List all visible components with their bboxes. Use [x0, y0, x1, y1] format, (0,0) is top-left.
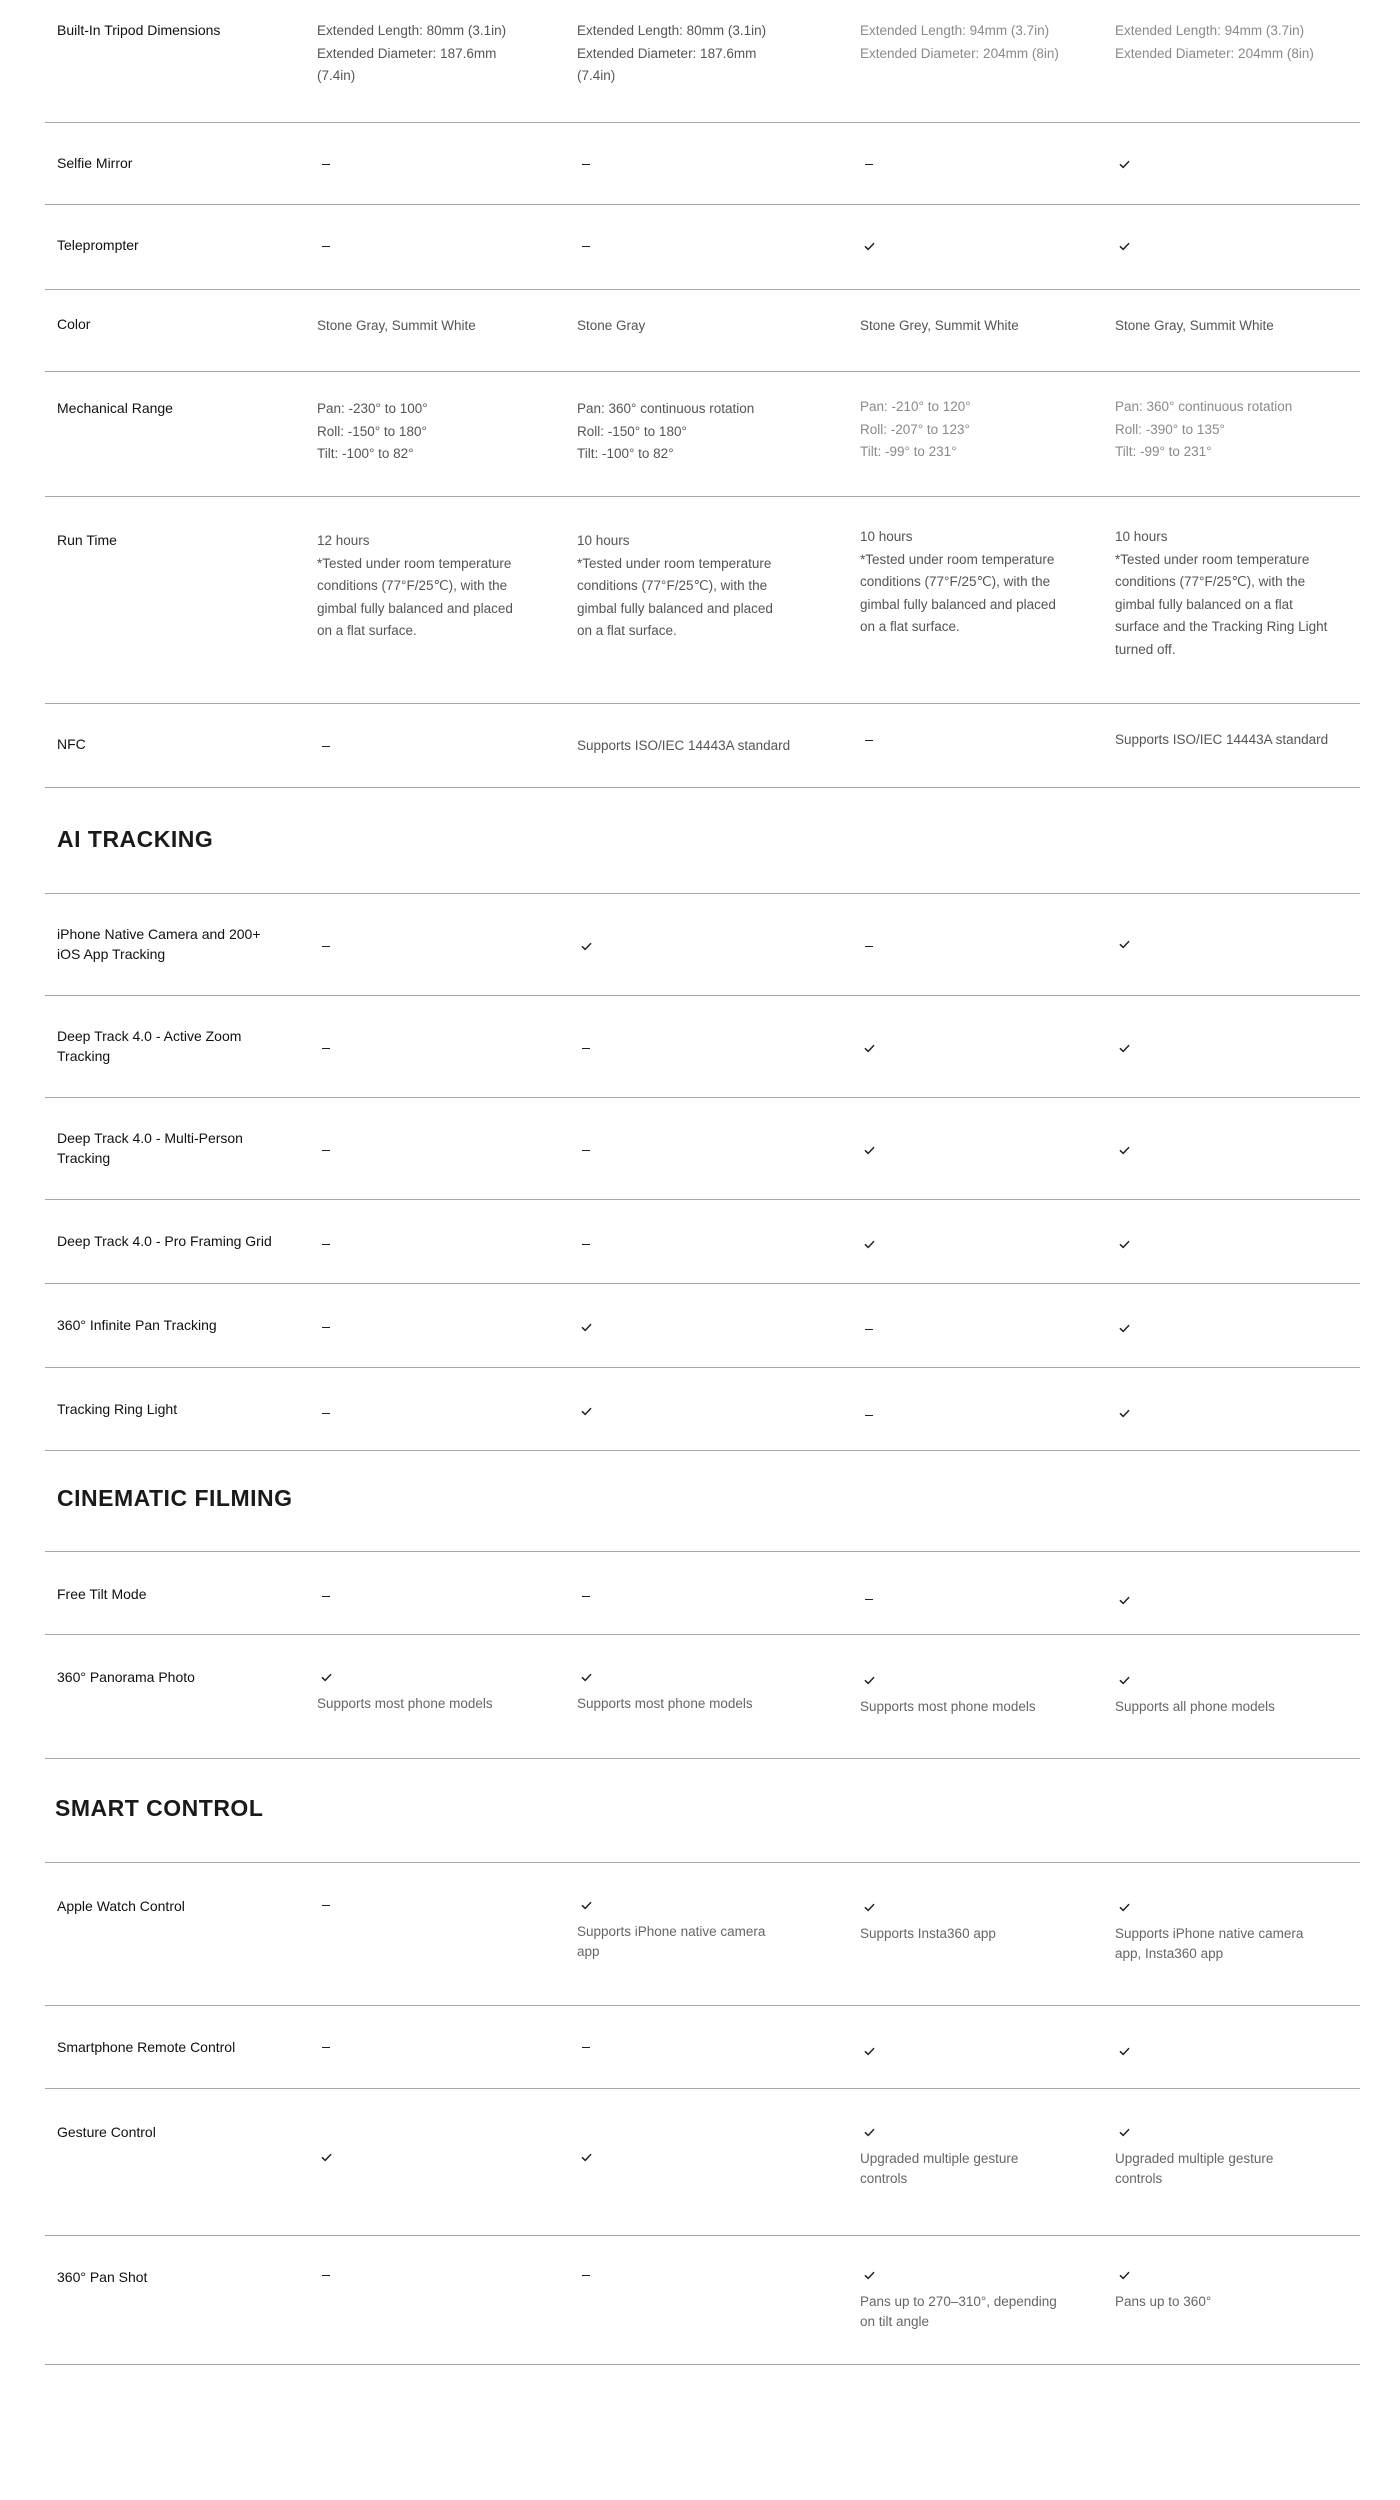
row-label: Color: [57, 316, 91, 332]
row-label: Smartphone Remote Control: [57, 2039, 236, 2055]
cell-model-3: Extended Length: 94mm (3.7in) Extended Diameter: 204mm (8in): [860, 23, 1059, 61]
spec-row: [45, 2006, 1360, 2089]
check-mark: [1115, 235, 1340, 257]
dash-mark: [860, 729, 1085, 751]
cell-note: Supports most phone models: [317, 1696, 493, 1711]
checkmark-icon: [864, 1675, 875, 1686]
spec-row: [45, 1200, 1360, 1284]
comparison-table: [45, 0, 1360, 2365]
checkmark-icon: [864, 2127, 875, 2138]
check-mark: [860, 2121, 1085, 2143]
row-label: Gesture Control: [57, 2124, 156, 2140]
dash-icon: [582, 1596, 590, 1597]
dash-icon: [865, 1599, 873, 1600]
cell-model-3: [860, 1139, 1085, 1167]
row-label: Deep Track 4.0 - Multi-Person Tracking: [57, 1130, 243, 1166]
row-label: Selfie Mirror: [57, 155, 133, 171]
cell-model-3: [860, 1318, 1085, 1346]
check-mark: [1115, 2264, 1340, 2286]
check-mark: [1115, 153, 1340, 175]
check-mark: [577, 2146, 802, 2168]
cell-model-2: Extended Length: 80mm (3.1in) Extended Diameter: 187.6mm (7.4in): [577, 23, 767, 83]
check-mark: [860, 1139, 1085, 1161]
cell-model-4: [1115, 1402, 1340, 1430]
checkmark-icon: [1119, 1595, 1130, 1606]
spec-row: [45, 996, 1360, 1098]
check-mark: [1115, 1037, 1340, 1059]
cell-model-4: [1115, 2040, 1340, 2068]
cell-model-1: [317, 935, 542, 963]
dash-icon: [322, 946, 330, 947]
cell-note: Pans up to 270–310°, depending on tilt angle: [860, 2294, 1057, 2329]
cell-model-3: [860, 2040, 1085, 2068]
cell-note: Pans up to 360°: [1115, 2294, 1212, 2309]
dash-mark: [317, 1894, 542, 1916]
cell-model-2: [577, 1894, 802, 1962]
cell-model-4: [1115, 1139, 1340, 1167]
check-mark: [1115, 1317, 1340, 1339]
row-label: Free Tilt Mode: [57, 1586, 147, 1602]
cell-model-1: [317, 2146, 542, 2174]
dash-mark: [317, 153, 542, 175]
cell-model-1: [317, 235, 542, 263]
dash-mark: [577, 2264, 802, 2286]
smart-control-rows: [45, 1863, 1360, 2365]
cell-model-4: Stone Gray, Summit White: [1115, 318, 1274, 333]
row-label: 360° Pan Shot: [57, 2269, 148, 2285]
dash-mark: [577, 235, 802, 257]
check-mark: [860, 235, 1085, 257]
cell-note: Supports all phone models: [1115, 1699, 1275, 1714]
dash-mark: [317, 1402, 542, 1424]
cell-model-3: 10 hours *Tested under room temperature conditions (77°F/25℃), with the gimbal fully balanced and placed on a flat surface.: [860, 529, 1056, 634]
cinematic-filming-rows: [45, 1552, 1360, 1759]
cell-model-2: Supports ISO/IEC 14443A standard: [577, 738, 791, 753]
spec-row: [45, 1098, 1360, 1200]
checkmark-icon: [1119, 1145, 1130, 1156]
cell-model-1: [317, 1233, 542, 1261]
dash-mark: [860, 935, 1085, 957]
ai-tracking-rows: [45, 894, 1360, 1451]
cell-model-2: [577, 1585, 802, 1613]
cell-model-2: [577, 1666, 802, 1714]
spec-row: [45, 894, 1360, 996]
cell-model-3: [860, 1037, 1085, 1065]
dash-icon: [865, 1415, 873, 1416]
dash-mark: [317, 735, 542, 757]
dash-mark: [317, 1139, 542, 1161]
cell-model-1: [317, 1666, 542, 1714]
cell-model-2: [577, 1233, 802, 1261]
dash-mark: [317, 935, 542, 957]
check-mark: [860, 1669, 1085, 1691]
dash-mark: [577, 1037, 802, 1059]
dash-mark: [317, 2036, 542, 2058]
dash-mark: [317, 1585, 542, 1607]
dash-icon: [582, 2275, 590, 2276]
dash-icon: [322, 246, 330, 247]
dash-icon: [322, 1905, 330, 1906]
spec-row: [45, 2236, 1360, 2365]
check-mark: [1115, 1402, 1340, 1424]
check-mark: [1115, 933, 1340, 955]
check-mark: [1115, 1139, 1340, 1161]
section-cinematic-filming: [45, 1451, 1360, 1552]
dash-mark: [317, 1233, 542, 1255]
checkmark-icon: [1119, 159, 1130, 170]
checkmark-icon: [864, 1043, 875, 1054]
cell-model-2: 10 hours *Tested under room temperature conditions (77°F/25℃), with the gimbal fully balanced and placed on a flat surface.: [577, 533, 773, 638]
spec-row: [45, 1368, 1360, 1451]
checkmark-icon: [864, 1145, 875, 1156]
checkmark-icon: [1119, 1323, 1130, 1334]
cell-model-1: [317, 1585, 542, 1613]
checkmark-icon: [864, 1902, 875, 1913]
spec-row-tripod-dimensions: [45, 0, 1360, 123]
cell-note: Supports most phone models: [860, 1699, 1036, 1714]
dash-icon: [322, 1244, 330, 1245]
check-mark: [1115, 1896, 1340, 1918]
cell-model-3: [860, 153, 1085, 181]
cell-model-3: [860, 729, 1085, 757]
dash-mark: [317, 1316, 542, 1338]
cell-model-2: [577, 2146, 802, 2174]
dash-mark: [577, 2036, 802, 2058]
cell-model-4: [1115, 2121, 1340, 2189]
checkmark-icon: [1119, 2046, 1130, 2057]
checkmark-icon: [581, 2152, 592, 2163]
row-label: iPhone Native Camera and 200+ iOS App Tracking: [57, 926, 261, 962]
spec-row: [45, 1635, 1360, 1759]
spec-row-selfie-mirror: [45, 123, 1360, 205]
dash-icon: [865, 946, 873, 947]
dash-mark: [317, 2264, 542, 2286]
cell-model-1: [317, 735, 542, 763]
dash-icon: [582, 1048, 590, 1049]
check-mark: [1115, 2121, 1340, 2143]
spec-row: [45, 1863, 1360, 2006]
spec-row-nfc: [45, 704, 1360, 788]
row-label: 360° Infinite Pan Tracking: [57, 1317, 217, 1333]
checkmark-icon: [321, 2152, 332, 2163]
checkmark-icon: [864, 2046, 875, 2057]
dash-mark: [577, 1139, 802, 1161]
checkmark-icon: [1119, 1902, 1130, 1913]
dash-icon: [322, 1413, 330, 1414]
check-mark: [1115, 1589, 1340, 1611]
cell-model-1: Extended Length: 80mm (3.1in) Extended Diameter: 187.6mm (7.4in): [317, 23, 507, 83]
dash-icon: [582, 1244, 590, 1245]
cell-model-4: Extended Length: 94mm (3.7in) Extended Diameter: 204mm (8in): [1115, 23, 1314, 61]
dash-icon: [865, 1329, 873, 1330]
cell-note: Supports Insta360 app: [860, 1926, 996, 1941]
checkmark-icon: [581, 941, 592, 952]
check-mark: [317, 2146, 542, 2168]
row-label: Deep Track 4.0 - Active Zoom Tracking: [57, 1028, 242, 1064]
cell-model-4: [1115, 1317, 1340, 1345]
cell-model-4: [1115, 235, 1340, 263]
cell-note: Upgraded multiple gesture controls: [860, 2151, 1019, 2186]
spec-row-run-time: [45, 497, 1360, 704]
cell-note: Supports iPhone native camera app: [577, 1924, 766, 1959]
cell-model-1: [317, 1402, 542, 1430]
checkmark-icon: [1119, 2270, 1130, 2281]
cell-model-3: [860, 1669, 1085, 1717]
check-mark: [1115, 2040, 1340, 2062]
check-mark: [860, 2040, 1085, 2062]
dash-icon: [582, 2047, 590, 2048]
cell-model-2: [577, 153, 802, 181]
cell-model-3: [860, 235, 1085, 263]
dash-mark: [860, 1318, 1085, 1340]
cell-model-2: [577, 1400, 802, 1428]
section-smart-control: [45, 1759, 1360, 1863]
cell-model-4: 10 hours *Tested under room temperature conditions (77°F/25℃), with the gimbal fully balanced on a flat surface and the Tracking Ring Light turned off.: [1115, 529, 1328, 657]
check-mark: [860, 1896, 1085, 1918]
cell-model-3: Pan: -210° to 120° Roll: -207° to 123° Tilt: -99° to 231°: [860, 399, 971, 459]
dash-icon: [322, 746, 330, 747]
dash-mark: [860, 1404, 1085, 1426]
cell-model-3: [860, 1588, 1085, 1616]
spec-row-mechanical-range: [45, 372, 1360, 497]
cell-model-3: [860, 1896, 1085, 1944]
cell-model-2: [577, 235, 802, 263]
row-label: Mechanical Range: [57, 400, 173, 416]
row-label: Apple Watch Control: [57, 1898, 185, 1914]
row-label: NFC: [57, 736, 86, 752]
check-mark: [577, 1666, 802, 1688]
cell-model-4: Supports ISO/IEC 14443A standard: [1115, 732, 1329, 747]
dash-mark: [577, 1585, 802, 1607]
dash-icon: [322, 2275, 330, 2276]
cell-model-1: [317, 2264, 542, 2292]
cell-model-3: [860, 935, 1085, 963]
cell-model-1: 12 hours *Tested under room temperature conditions (77°F/25℃), with the gimbal fully balanced and placed on a flat surface.: [317, 533, 513, 638]
section-title: AI TRACKING: [57, 826, 214, 852]
cell-model-1: [317, 1139, 542, 1167]
cell-note: Supports most phone models: [577, 1696, 753, 1711]
row-label: Deep Track 4.0 - Pro Framing Grid: [57, 1233, 272, 1249]
cell-model-1: Stone Gray, Summit White: [317, 318, 476, 333]
dash-icon: [322, 1596, 330, 1597]
dash-icon: [322, 1150, 330, 1151]
cell-model-1: Pan: -230° to 100° Roll: -150° to 180° Tilt: -100° to 82°: [317, 401, 428, 461]
row-label: Teleprompter: [57, 237, 139, 253]
checkmark-icon: [581, 1406, 592, 1417]
checkmark-icon: [321, 1672, 332, 1683]
cell-model-4: [1115, 1589, 1340, 1617]
cell-model-2: [577, 2264, 802, 2292]
cell-model-2: [577, 1037, 802, 1065]
cell-model-2: [577, 935, 802, 963]
checkmark-icon: [1119, 1043, 1130, 1054]
cell-model-3: [860, 2264, 1085, 2332]
cell-model-4: [1115, 1669, 1340, 1717]
cell-model-2: [577, 1316, 802, 1344]
cell-model-1: [317, 2036, 542, 2064]
check-mark: [860, 1233, 1085, 1255]
row-label: 360° Panorama Photo: [57, 1669, 195, 1685]
cell-model-4: [1115, 933, 1340, 961]
checkmark-icon: [864, 1239, 875, 1250]
dash-icon: [582, 164, 590, 165]
checkmark-icon: [1119, 2127, 1130, 2138]
cell-model-4: [1115, 1233, 1340, 1261]
dash-mark: [860, 1588, 1085, 1610]
cell-model-1: [317, 1037, 542, 1065]
dash-mark: [317, 235, 542, 257]
check-mark: [317, 1666, 542, 1688]
cell-note: Supports iPhone native camera app, Insta360 app: [1115, 1926, 1304, 1961]
check-mark: [860, 1037, 1085, 1059]
checkmark-icon: [1119, 1239, 1130, 1250]
cell-model-4: [1115, 1896, 1340, 1964]
dash-icon: [865, 164, 873, 165]
cell-model-3: Stone Grey, Summit White: [860, 318, 1019, 333]
dash-mark: [577, 1233, 802, 1255]
checkmark-icon: [1119, 939, 1130, 950]
dash-icon: [322, 164, 330, 165]
dash-mark: [860, 153, 1085, 175]
checkmark-icon: [1119, 1675, 1130, 1686]
section-ai-tracking: [45, 788, 1360, 894]
checkmark-icon: [864, 241, 875, 252]
cell-model-2: Stone Gray: [577, 318, 646, 333]
dash-icon: [322, 1048, 330, 1049]
cell-model-1: [317, 153, 542, 181]
cell-model-1: [317, 1316, 542, 1344]
check-mark: [860, 2264, 1085, 2286]
checkmark-icon: [1119, 241, 1130, 252]
cell-model-1: [317, 1894, 542, 1922]
cell-model-3: [860, 2121, 1085, 2189]
dash-icon: [322, 2047, 330, 2048]
cell-model-4: Pan: 360° continuous rotation Roll: -390° to 135° Tilt: -99° to 231°: [1115, 399, 1293, 459]
check-mark: [577, 1894, 802, 1916]
checkmark-icon: [581, 1672, 592, 1683]
dash-icon: [322, 1327, 330, 1328]
checkmark-icon: [864, 2270, 875, 2281]
spec-row-color: [45, 290, 1360, 372]
check-mark: [577, 935, 802, 957]
spec-row: [45, 1552, 1360, 1635]
dash-icon: [582, 246, 590, 247]
cell-model-2: Pan: 360° continuous rotation Roll: -150° to 180° Tilt: -100° to 82°: [577, 401, 755, 461]
section-title: CINEMATIC FILMING: [57, 1485, 293, 1511]
cell-model-3: [860, 1233, 1085, 1261]
dash-icon: [865, 740, 873, 741]
check-mark: [577, 1400, 802, 1422]
dash-mark: [317, 1037, 542, 1059]
section-title: SMART CONTROL: [55, 1795, 264, 1821]
cell-model-4: [1115, 2264, 1340, 2312]
row-label: Built-In Tripod Dimensions: [57, 22, 221, 38]
row-label: Tracking Ring Light: [57, 1401, 178, 1417]
check-mark: [577, 1316, 802, 1338]
checkmark-icon: [581, 1900, 592, 1911]
check-mark: [1115, 1233, 1340, 1255]
cell-model-2: [577, 2036, 802, 2064]
cell-model-3: [860, 1404, 1085, 1432]
spec-row: [45, 1284, 1360, 1368]
spec-row: [45, 2089, 1360, 2236]
cell-model-2: [577, 1139, 802, 1167]
checkmark-icon: [1119, 1408, 1130, 1419]
dash-mark: [577, 153, 802, 175]
spec-row-teleprompter: [45, 205, 1360, 290]
checkmark-icon: [581, 1322, 592, 1333]
row-label: Run Time: [57, 532, 117, 548]
check-mark: [1115, 1669, 1340, 1691]
cell-model-4: [1115, 153, 1340, 181]
cell-note: Upgraded multiple gesture controls: [1115, 2151, 1274, 2186]
cell-model-4: [1115, 1037, 1340, 1065]
dash-icon: [582, 1150, 590, 1151]
